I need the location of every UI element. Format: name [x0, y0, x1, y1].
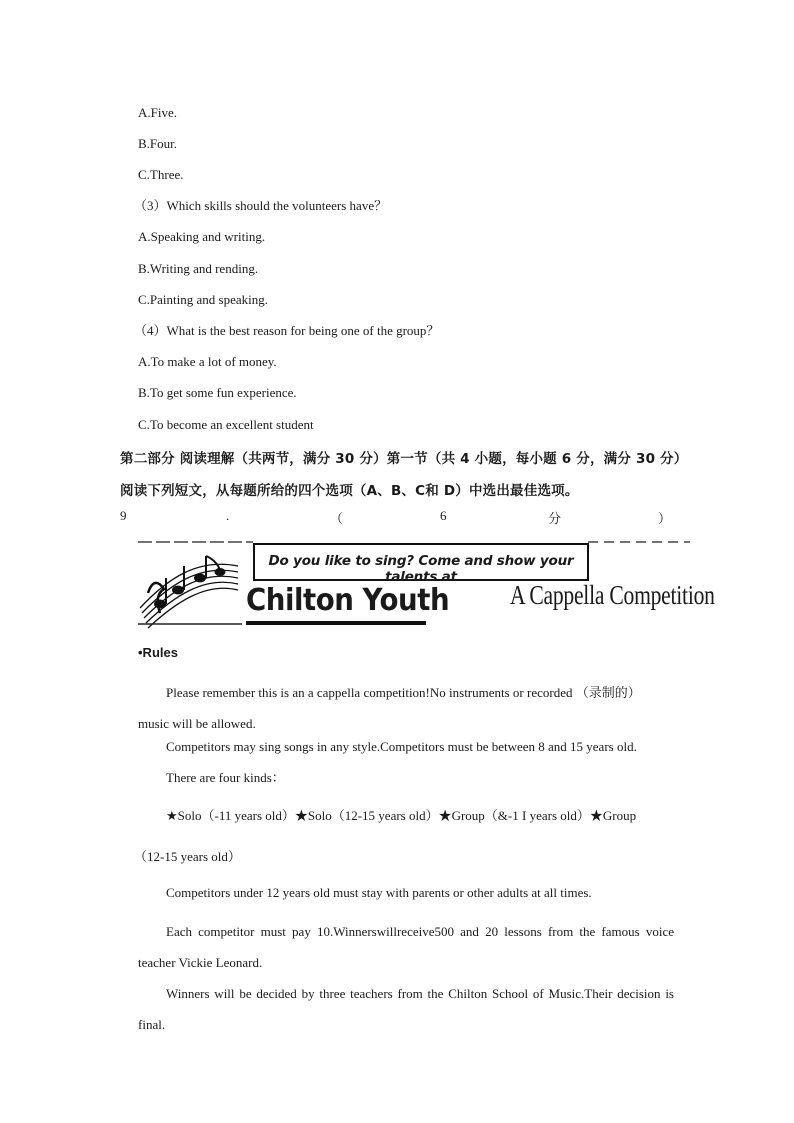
section-title: 第二部分 阅读理解（共两节，满分 30 分）第一节（共 4 小题，每小题 6 分，满分 30 分）: [120, 451, 688, 467]
rules-paragraph-4: Competitors under 12 years old must stay with parents or other adults at all times.: [166, 885, 592, 900]
poster-brand: Chilton Youth: [246, 583, 450, 618]
q2-option-c: C.Three.: [138, 167, 184, 182]
q3-option-a: A.Speaking and writing.: [138, 229, 266, 244]
q2-option-b: B.Four.: [138, 136, 178, 151]
rules-paragraph-2: Competitors may sing songs in any style.Competitors must be between 8 and 15 years old.: [166, 739, 637, 754]
q4-option-c: C.To become an excellent student: [138, 417, 314, 432]
question-paren-close: ）: [658, 511, 672, 526]
poster-event: A Cappella Competition: [510, 580, 715, 610]
poster-tagline-box: [253, 543, 589, 585]
question-score: 6: [440, 508, 447, 523]
rules-paragraph-1: Please remember this is an a cappella competition!No instruments or recorded （录制的） music will be allowed.: [138, 685, 641, 731]
question-number-line: [120, 508, 672, 526]
question-number: 9: [120, 508, 127, 523]
rules-heading: •Rules: [138, 645, 178, 660]
rules-kinds-line-2: （12-15 years old）: [134, 849, 241, 864]
q4-option-b: B.To get some fun experience.: [138, 385, 297, 400]
rules-paragraph-3: There are four kinds：: [166, 770, 285, 785]
q2-option-a: A.Five.: [138, 105, 177, 120]
rules-paragraph-5: Each competitor must pay 10.Winnerswillreceive500 and 20 lessons from the famous voice teacher Vickie Leonard.: [138, 924, 674, 970]
question-score-unit: 分: [548, 511, 562, 526]
q3-option-c: C.Painting and speaking.: [138, 292, 268, 307]
rules-kinds-line-1: ★Solo（-11 years old）★Solo（12-15 years old）★Group（&-1 I years old）★Group: [166, 808, 637, 823]
brand-underline: [246, 621, 426, 625]
q4-question: （4）What is the best reason for being one of the group？: [134, 323, 440, 338]
question-dot: .: [226, 508, 230, 523]
q3-option-b: B.Writing and rending.: [138, 261, 259, 276]
question-paren-open: （: [330, 511, 344, 526]
q3-question: （3）Which skills should the volunteers have？: [134, 198, 388, 213]
section-instruction: 阅读下列短文，从每题所给的四个选项（A、B、C和 D）中选出最佳选项。: [120, 483, 579, 499]
q4-option-a: A.To make a lot of money.: [138, 354, 277, 369]
poster-tagline: Do you like to sing? Come and show your talents at: [268, 553, 574, 585]
rules-paragraph-6: Winners will be decided by three teachers from the Chilton School of Music.Their decision is final.: [138, 986, 674, 1032]
